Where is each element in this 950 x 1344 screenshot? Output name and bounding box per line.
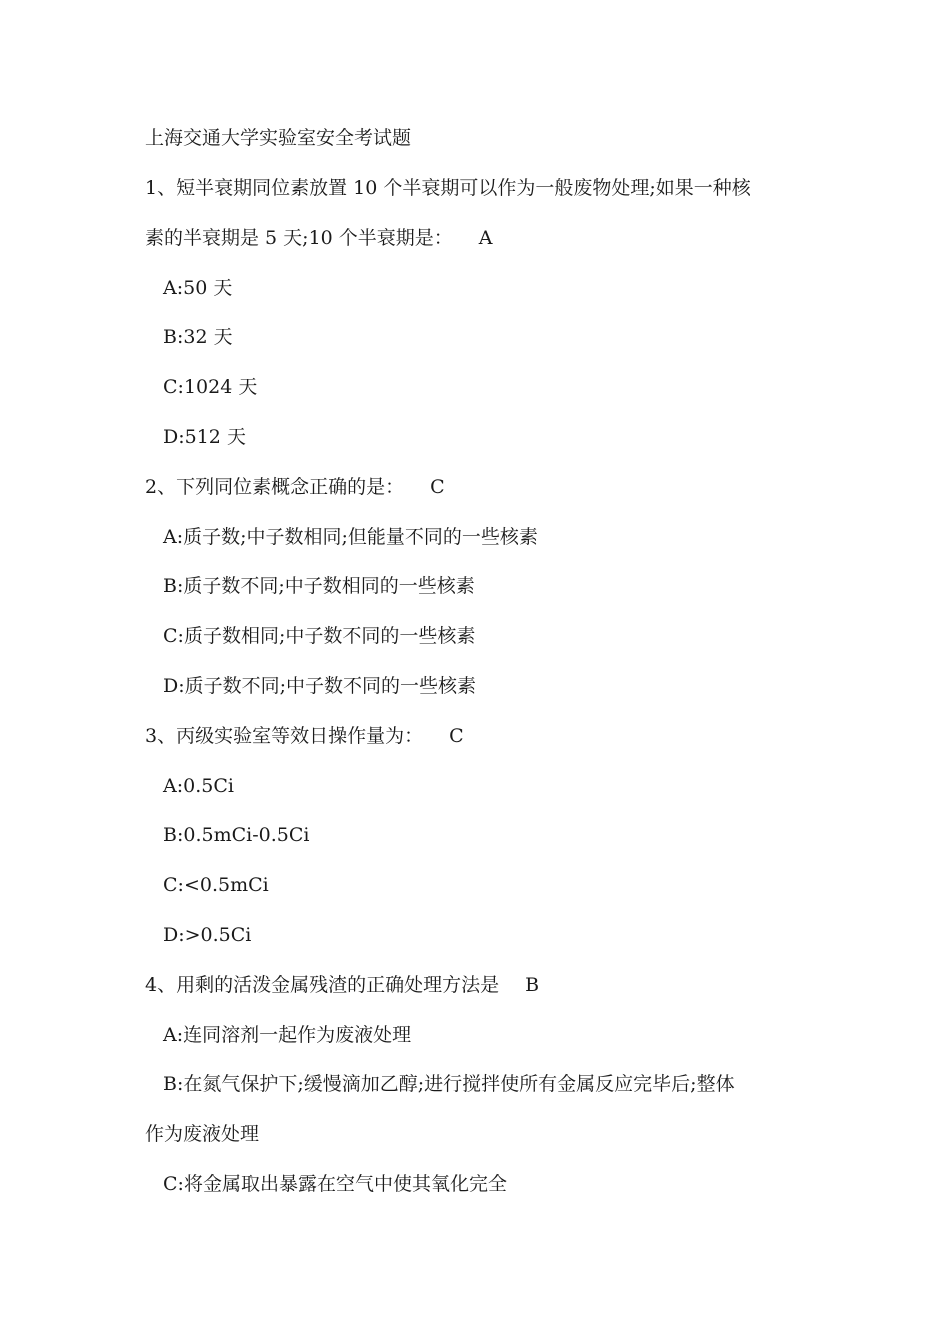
question-1-option-d: D:512 天 — [163, 426, 246, 448]
question-3-stem-line-1 — [145, 724, 464, 748]
question-2-answer: C — [430, 476, 445, 498]
question-1-answer: A — [478, 227, 493, 249]
question-2-option-d: D:质子数不同;中子数不同的一些核素 — [163, 675, 477, 697]
question-1-stem-line-1: 1、短半衰期同位素放置 10 个半衰期可以作为一般废物处理;如果一种核 — [145, 177, 751, 199]
question-1-stem-line-2 — [145, 226, 493, 250]
question-4-option-a: A:连同溶剂一起作为废液处理 — [163, 1024, 412, 1046]
question-2-option-c: C:质子数相同;中子数不同的一些核素 — [163, 625, 476, 647]
question-4-option-c: C:将金属取出暴露在空气中使其氧化完全 — [163, 1173, 507, 1195]
question-4-answer: B — [525, 974, 540, 996]
question-3-option-b: B:0.5mCi-0.5Ci — [163, 824, 310, 846]
question-1-option-c: C:1024 天 — [163, 376, 258, 398]
question-3-answer: C — [449, 725, 464, 747]
question-4-option-b-line-1: B:在氮气保护下;缓慢滴加乙醇;进行搅拌使所有金属反应完毕后;整体 — [163, 1073, 735, 1095]
question-4-option-b-line-2: 作为废液处理 — [145, 1123, 260, 1145]
question-3-option-c: C:<0.5mCi — [163, 874, 269, 896]
question-3-option-a: A:0.5Ci — [163, 775, 234, 797]
question-2-stem-line-1 — [145, 475, 445, 499]
document-title: 上海交通大学实验室安全考试题 — [145, 127, 412, 149]
question-3-option-d: D:>0.5Ci — [163, 924, 252, 946]
question-4-stem-line-1 — [145, 973, 539, 997]
question-1-option-b: B:32 天 — [163, 326, 233, 348]
question-3-stem-text: 3、丙级实验室等效日操作量为： — [145, 725, 424, 747]
question-4-stem-text: 4、用剩的活泼金属残渣的正确处理方法是 — [145, 974, 500, 996]
question-2-option-b: B:质子数不同;中子数相同的一些核素 — [163, 575, 475, 597]
question-1-option-a: A:50 天 — [163, 277, 233, 299]
question-2-option-a: A:质子数;中子数相同;但能量不同的一些核素 — [163, 526, 538, 548]
question-2-stem-text: 2、下列同位素概念正确的是： — [145, 476, 405, 498]
question-1-stem-text: 素的半衰期是 5 天;10 个半衰期是： — [145, 227, 453, 249]
